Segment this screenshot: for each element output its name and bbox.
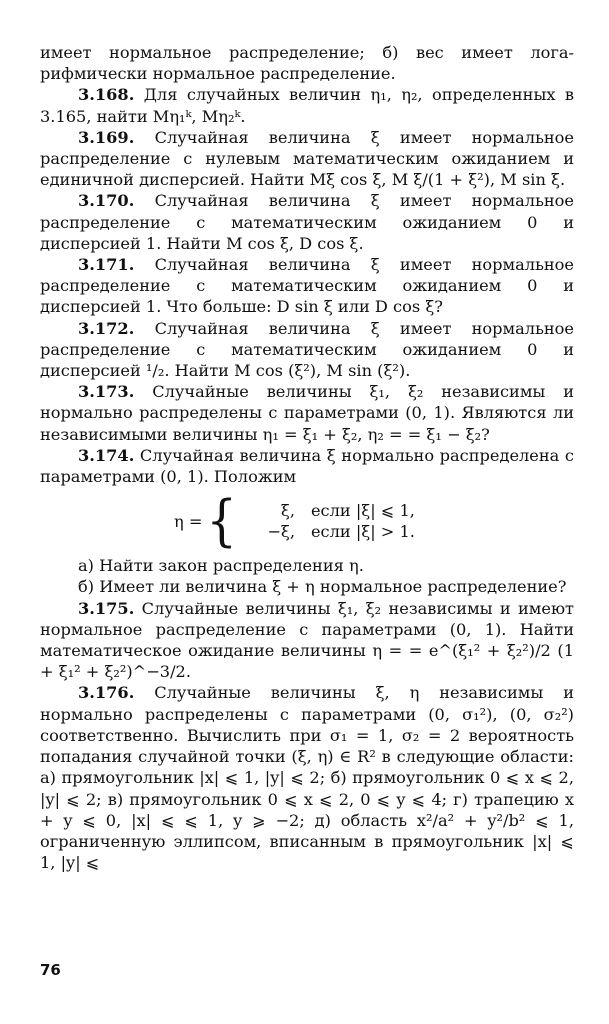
problem-number: 3.173. xyxy=(78,382,135,402)
problem-3-173 xyxy=(40,381,574,445)
formula-lhs: η = xyxy=(174,511,203,531)
problem-3-171 xyxy=(40,254,574,318)
text-line: имеет нормальное распределение; б) вес имеет лога- xyxy=(40,43,574,62)
problem-3-175 xyxy=(40,598,574,683)
problem-text: Случайная величина ξ имеет нормальное распределение с математическим ожиданием 0 и дисперсией ¹/₂. Найти M cos (ξ²), M sin (ξ²). xyxy=(40,318,574,381)
problem-3-176 xyxy=(40,682,574,873)
case-condition: если |ξ| ⩽ 1, xyxy=(310,501,415,521)
subquestion-text: б) Имеет ли величина ξ + η нормальное распределение? xyxy=(78,577,567,597)
formula-case xyxy=(243,521,415,542)
left-brace: { xyxy=(206,489,237,554)
case-value: ξ, xyxy=(280,501,295,521)
problem-number: 3.168. xyxy=(78,85,135,105)
continuation-paragraph xyxy=(40,42,574,84)
problem-3-174-b xyxy=(40,576,574,597)
problem-text: Случайные величины ξ₁, ξ₂ независимы и нормально распределены с параметрами (0, 1). Являются ли независимыми величины η₁ = ξ₁ + ξ₂, η₂ = = ξ₁ − ξ₂? xyxy=(40,382,574,444)
problem-number: 3.172. xyxy=(78,318,135,338)
problem-number: 3.169. xyxy=(78,127,135,147)
problem-text: Случайные величины ξ₁, ξ₂ независимы и имеют нормальное распределение с параметрами (0, 1). Найти математическое ожидание величины η = = e^(ξ₁² + ξ₂²)/2 (1 + ξ₁² + ξ₂²)^−3/2. xyxy=(40,598,574,682)
problem-text: Случайные величины ξ, η независимы и нормально распределены с параметрами (0, σ₁²), (0, σ₂²) соответственно. Вычислить при σ₁ = 1, σ₂ = 2 вероятность попадания случайной точки (ξ, η) ∈ R² в следующие области: а) прямоугольник |x| ⩽ 1, |y| ⩽ 2; б) прямоугольник 0 ⩽ x ⩽ 2, |y| ⩽ 2; в) прямоугольник 0 ⩽ x ⩽ 2, 0 ⩽ y ⩽ 4; г) трапецию x + y ⩽ 0, |x| ⩽ ⩽ 1, y ⩾ −2; д) область x²/a² + y²/b² ⩽ 1, ограниченную эллипсом, вписанным в прямоугольник |x| ⩽ 1, |y| ⩽ xyxy=(40,683,574,873)
problem-text: Для случайных величин η₁, η₂, определенных в 3.165, найти Mη₁ᵏ, Mη₂ᵏ. xyxy=(40,85,574,126)
problem-text: Случайная величина ξ имеет нормальное распределение с нулевым математическим ожиданием и единичной дисперсией. Найти Mξ cos ξ, M ξ/(1 + ξ²), M sin ξ. xyxy=(40,127,574,190)
problem-3-170 xyxy=(40,190,574,254)
page-number: 76 xyxy=(40,961,61,979)
formula-case xyxy=(243,500,415,521)
problem-number: 3.176. xyxy=(78,683,135,703)
subquestion-text: а) Найти закон распределения η. xyxy=(78,556,364,576)
problem-number: 3.170. xyxy=(78,191,135,211)
page-content xyxy=(40,42,574,873)
case-condition: если |ξ| > 1. xyxy=(310,522,415,542)
problem-3-168 xyxy=(40,84,574,126)
piecewise-formula xyxy=(174,489,574,554)
problem-3-174 xyxy=(40,445,574,487)
text-line: рифмически нормальное распределение. xyxy=(40,64,396,84)
problem-3-174-a xyxy=(40,555,574,576)
problem-number: 3.171. xyxy=(78,255,135,275)
problem-text: Случайная величина ξ имеет нормальное распределение с математическим ожиданием 0 и дисперсией 1. Найти M cos ξ, D cos ξ. xyxy=(40,191,574,253)
problem-text: Случайная величина ξ имеет нормальное распределение с математическим ожиданием 0 и дисперсией 1. Что больше: D sin ξ или D cos ξ? xyxy=(40,255,574,317)
formula-cases xyxy=(243,500,415,542)
problem-3-169 xyxy=(40,127,574,191)
case-value: −ξ, xyxy=(267,522,295,542)
problem-3-172 xyxy=(40,318,574,382)
problem-number: 3.175. xyxy=(78,598,135,618)
problem-number: 3.174. xyxy=(78,445,135,465)
problem-text: Случайная величина ξ нормально распределена с параметрами (0, 1). Положим xyxy=(40,445,574,487)
